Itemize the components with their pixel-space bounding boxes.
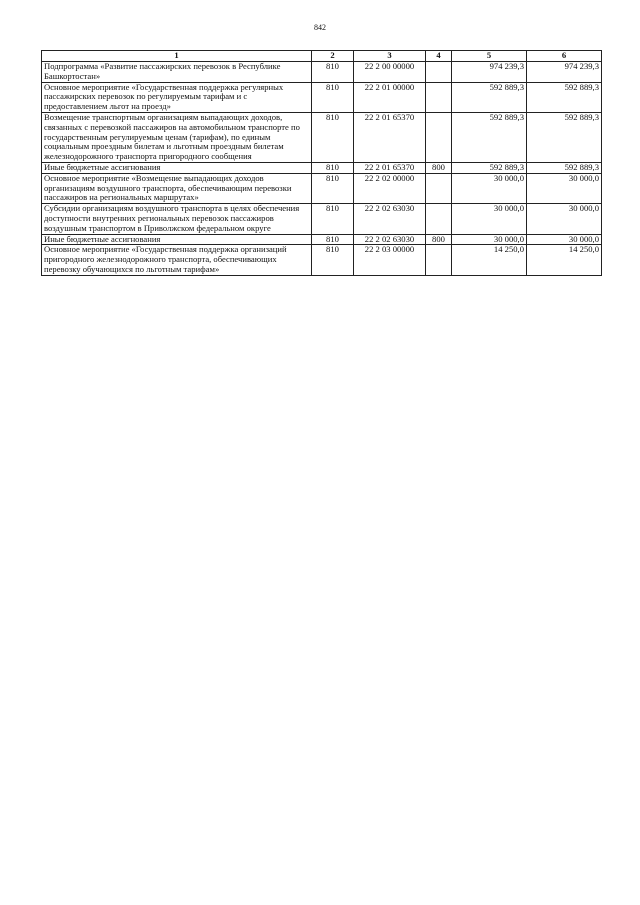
table-row <box>42 245 602 275</box>
table-row <box>42 204 602 234</box>
table-row <box>42 173 602 203</box>
column-header: 2 <box>312 51 354 62</box>
ministry-code: 810 <box>312 234 354 245</box>
row-name: Иные бюджетные ассигнования <box>42 162 312 173</box>
target-article-code: 22 2 03 00000 <box>354 245 426 275</box>
row-name: Основное мероприятие «Государственная поддержка регулярных пассажирских перевозок по регулируемым тарифам и с предоставлением льгот на проезд» <box>42 82 312 112</box>
row-name: Иные бюджетные ассигнования <box>42 234 312 245</box>
target-article-code: 22 2 02 63030 <box>354 234 426 245</box>
expense-type-code: 800 <box>426 234 452 245</box>
expense-type-code <box>426 245 452 275</box>
table-row <box>42 82 602 112</box>
amount-col5: 30 000,0 <box>452 234 527 245</box>
target-article-code: 22 2 02 00000 <box>354 173 426 203</box>
row-name: Основное мероприятие «Государственная поддержка организаций пригородного железнодорожного транспорта, обеспечивающих перевозку обучающихся по льготным тарифам» <box>42 245 312 275</box>
row-name: Основное мероприятие «Возмещение выпадающих доходов организациям воздушного транспорта, обеспечивающим перевозки пассажиров на региональных маршрутах» <box>42 173 312 203</box>
amount-col5: 30 000,0 <box>452 204 527 234</box>
target-article-code: 22 2 02 63030 <box>354 204 426 234</box>
amount-col6: 974 239,3 <box>527 62 602 83</box>
row-name: Подпрограмма «Развитие пассажирских перевозок в Республике Башкортостан» <box>42 62 312 83</box>
expense-type-code <box>426 62 452 83</box>
column-header: 3 <box>354 51 426 62</box>
expense-type-code <box>426 204 452 234</box>
ministry-code: 810 <box>312 82 354 112</box>
table-row <box>42 62 602 83</box>
amount-col6: 592 889,3 <box>527 82 602 112</box>
expense-type-code: 800 <box>426 162 452 173</box>
amount-col5: 14 250,0 <box>452 245 527 275</box>
row-name: Субсидии организациям воздушного транспорта в целях обеспечения доступности внутренних региональных перевозок пассажиров воздушным транспортом в Приволжском федеральном округе <box>42 204 312 234</box>
target-article-code: 22 2 00 00000 <box>354 62 426 83</box>
budget-table <box>41 50 602 276</box>
column-header: 5 <box>452 51 527 62</box>
ministry-code: 810 <box>312 173 354 203</box>
amount-col6: 30 000,0 <box>527 173 602 203</box>
target-article-code: 22 2 01 00000 <box>354 82 426 112</box>
amount-col5: 592 889,3 <box>452 82 527 112</box>
amount-col5: 592 889,3 <box>452 162 527 173</box>
target-article-code: 22 2 01 65370 <box>354 162 426 173</box>
amount-col5: 30 000,0 <box>452 173 527 203</box>
table-row <box>42 234 602 245</box>
page-number: 842 <box>314 23 326 32</box>
row-name: Возмещение транспортным организациям выпадающих доходов, связанных с перевозкой пассажиров на автомобильном транспорте по государственным регулируемым ценам (тарифам), по единым социальным проездным билетам и льготным проездным билетам железнодорожного транспорта пригородного сообщения <box>42 112 312 162</box>
ministry-code: 810 <box>312 245 354 275</box>
table-row <box>42 112 602 162</box>
amount-col5: 974 239,3 <box>452 62 527 83</box>
table-header-row <box>42 51 602 62</box>
amount-col6: 30 000,0 <box>527 234 602 245</box>
amount-col5: 592 889,3 <box>452 112 527 162</box>
amount-col6: 30 000,0 <box>527 204 602 234</box>
ministry-code: 810 <box>312 62 354 83</box>
expense-type-code <box>426 173 452 203</box>
ministry-code: 810 <box>312 204 354 234</box>
column-header: 4 <box>426 51 452 62</box>
amount-col6: 592 889,3 <box>527 162 602 173</box>
column-header: 6 <box>527 51 602 62</box>
table-row <box>42 162 602 173</box>
expense-type-code <box>426 112 452 162</box>
amount-col6: 14 250,0 <box>527 245 602 275</box>
ministry-code: 810 <box>312 112 354 162</box>
column-header: 1 <box>42 51 312 62</box>
ministry-code: 810 <box>312 162 354 173</box>
target-article-code: 22 2 01 65370 <box>354 112 426 162</box>
amount-col6: 592 889,3 <box>527 112 602 162</box>
expense-type-code <box>426 82 452 112</box>
